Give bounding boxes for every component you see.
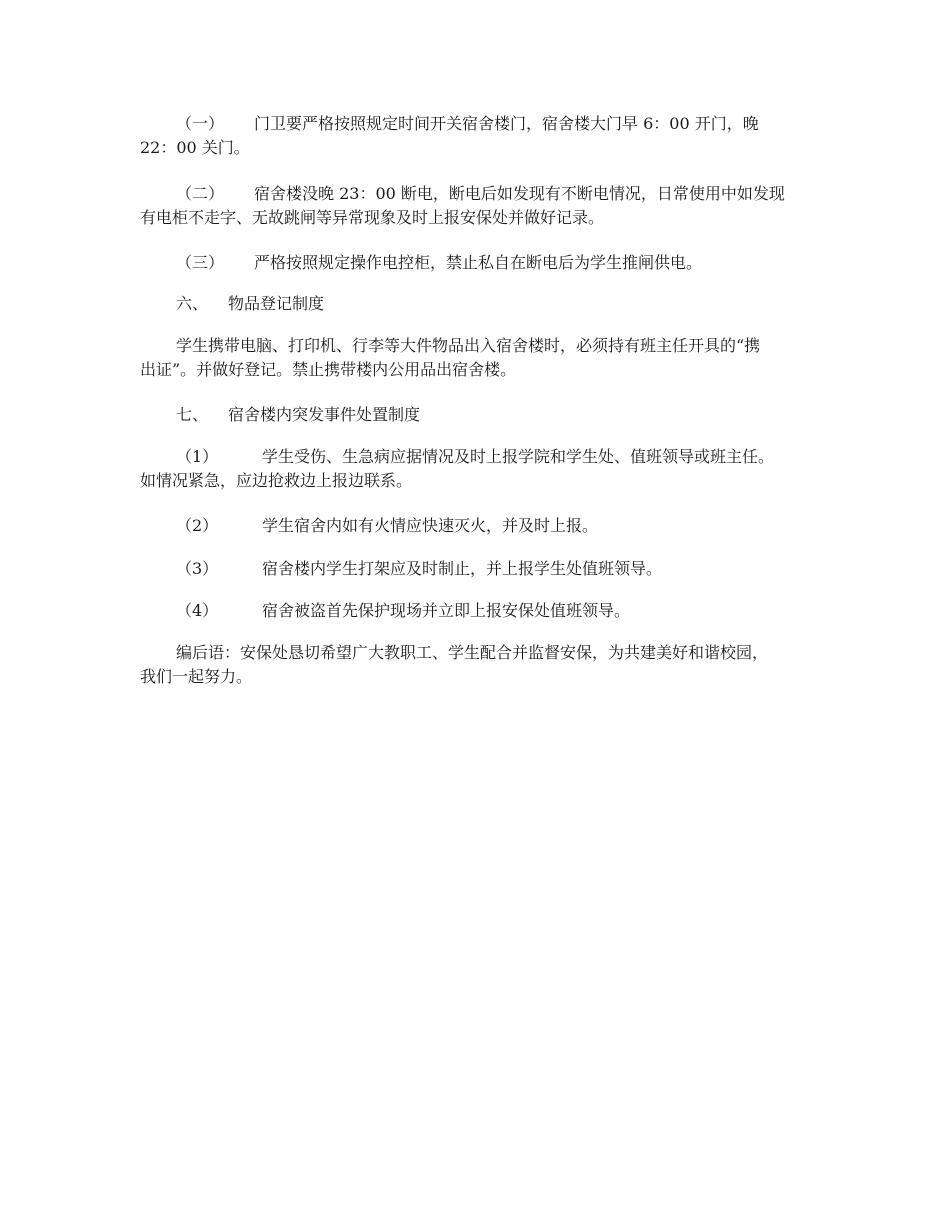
item-label: （2） <box>176 516 219 535</box>
paragraph-text: 严格按照规定操作电控柜，禁止私自在断电后为学生推闸供电。 <box>254 253 703 272</box>
paragraph-text: 出证”。并做好登记。禁止携带楼内公用品出宿舍楼。 <box>140 360 517 379</box>
item-label: （三） <box>176 253 225 272</box>
item-label: （1） <box>176 447 219 466</box>
section-label: 六、 <box>176 294 209 313</box>
paragraph-text: 宿舍楼没晚 23：00 断电，断电后如发现有不断电情况，日常使用中如发现 <box>254 184 785 203</box>
list-item-3 <box>140 557 812 581</box>
section-title: 宿舍楼内突发事件处置制度 <box>228 405 421 424</box>
section-heading-7 <box>140 403 812 427</box>
paragraph-door-hours <box>140 112 812 160</box>
paragraph-text: 宿舍楼内学生打架应及时制止，并上报学生处值班领导。 <box>262 559 663 578</box>
paragraph-text: 编后语：安保处恳切希望广大教职工、学生配合并监督安保，为共建美好和谐校园， <box>176 643 769 662</box>
paragraph-text: 如情况紧急，应边抢救边上报边联系。 <box>140 471 413 490</box>
paragraph-text: 有电柜不走字、无故跳闸等异常现象及时上报安保处并做好记录。 <box>140 208 605 227</box>
paragraph-text: 学生受伤、生急病应据情况及时上报学院和学生处、值班领导或班主任。 <box>262 447 775 466</box>
section-title: 物品登记制度 <box>228 294 325 313</box>
paragraph-text: 门卫要严格按照规定时间开关宿舍楼门，宿舍楼大门早 6：00 开门，晚 <box>254 114 759 133</box>
list-item-1 <box>140 445 812 493</box>
item-label: （二） <box>176 184 225 203</box>
section-label: 七、 <box>176 405 209 424</box>
paragraph-text: 宿舍被盗首先保护现场并立即上报安保处值班领导。 <box>262 601 631 620</box>
paragraph-text: 22：00 关门。 <box>140 138 250 157</box>
list-item-4 <box>140 599 812 623</box>
paragraph-text: 学生携带电脑、打印机、行李等大件物品出入宿舍楼时，必须持有班主任开具的“携 <box>176 336 761 355</box>
paragraph-editor-note <box>140 641 812 689</box>
paragraph-power-off <box>140 182 812 230</box>
section-heading-6 <box>140 292 812 316</box>
item-label: （一） <box>176 114 225 133</box>
item-label: （4） <box>176 601 219 620</box>
paragraph-control-cabinet <box>140 251 812 275</box>
paragraph-text: 我们一起努力。 <box>140 667 253 686</box>
paragraph-text: 学生宿舍内如有火情应快速灭火，并及时上报。 <box>262 516 599 535</box>
list-item-2 <box>140 514 812 538</box>
item-label: （3） <box>176 559 219 578</box>
paragraph-item-registration <box>140 334 812 382</box>
